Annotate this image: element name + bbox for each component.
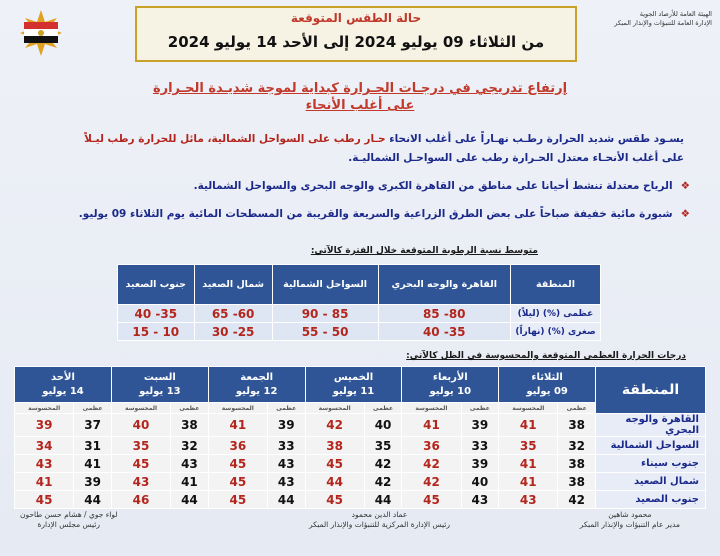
table-row (15, 473, 706, 491)
temps-header-region: المنطقة (596, 367, 706, 414)
felt-subheader: المحسوسة (499, 403, 558, 414)
felt-temp-cell: 39 (15, 414, 74, 437)
summary-part-1: يسـود طقس شديد الحرارة رطـب نهـاراً على أغلب الانحاء (385, 133, 684, 145)
humidity-col: القاهرة والوجه البحري (378, 265, 511, 305)
max-temp-cell: 32 (558, 437, 596, 455)
felt-temp-cell: 43 (15, 455, 74, 473)
signature-1: محمود شاهين مدير عام التنبؤات والإنذار المبكر (579, 510, 680, 529)
felt-subheader: المحسوسة (402, 403, 461, 414)
felt-temp-cell: 35 (111, 437, 170, 455)
felt-temp-cell: 41 (15, 473, 74, 491)
max-temp-cell: 43 (267, 473, 305, 491)
day-header: الجمعة 12 يوليو (208, 367, 305, 403)
headline-line-1: إرتفاع تدريجي في درجـات الحـرارة كبداية لموجة شديـدة الحـرارة (152, 81, 568, 96)
humidity-col: شمال الصعيد (194, 265, 272, 305)
felt-subheader: المحسوسة (111, 403, 170, 414)
headline (130, 80, 590, 114)
felt-temp-cell: 36 (402, 437, 461, 455)
summary-paragraph (34, 130, 684, 168)
temps-caption: درجات الحرارة العظمى المتوقعة والمحسوسة في الظل كالآتي: (406, 351, 686, 361)
day-header: الخميس 11 يوليو (305, 367, 402, 403)
felt-temp-cell: 43 (111, 473, 170, 491)
day-header: الثلاثاء 09 يوليو (499, 367, 596, 403)
max-temp-cell: 41 (171, 473, 209, 491)
felt-subheader: المحسوسة (15, 403, 74, 414)
felt-temp-cell: 41 (208, 414, 267, 437)
table-row (15, 414, 706, 437)
region-name: السواحل الشمالية (596, 437, 706, 455)
max-temp-cell: 33 (461, 437, 499, 455)
felt-temp-cell: 45 (15, 491, 74, 509)
felt-temp-cell: 35 (499, 437, 558, 455)
felt-temp-cell: 45 (208, 455, 267, 473)
humidity-col: السواحل الشمالية (272, 265, 378, 305)
table-row (15, 455, 706, 473)
max-temp-cell: 44 (364, 491, 402, 509)
max-subheader: عظمى (364, 403, 402, 414)
max-subheader: عظمى (74, 403, 112, 414)
signature-3: لواء جوي / هشام حسن طاحون رئيس مجلس الإدارة (20, 510, 118, 529)
max-subheader: عظمى (171, 403, 209, 414)
diamond-bullet-icon: ❖ (680, 208, 690, 220)
felt-temp-cell: 40 (111, 414, 170, 437)
humidity-caption: متوسط نسبة الرطوبة المتوقعة خلال الفترة كالآتي: (310, 246, 538, 256)
felt-temp-cell: 45 (402, 491, 461, 509)
emblem-logo (12, 8, 70, 58)
max-temp-cell: 38 (558, 473, 596, 491)
max-temp-cell: 44 (74, 491, 112, 509)
felt-temp-cell: 41 (499, 414, 558, 437)
headline-line-2: على أغلب الأنحاء (305, 98, 415, 113)
max-temp-cell: 40 (364, 414, 402, 437)
max-temp-cell: 32 (171, 437, 209, 455)
felt-temp-cell: 41 (499, 455, 558, 473)
max-temp-cell: 33 (267, 437, 305, 455)
felt-temp-cell: 42 (305, 414, 364, 437)
max-subheader: عظمى (267, 403, 305, 414)
humidity-table (117, 264, 601, 341)
max-temp-cell: 40 (461, 473, 499, 491)
bullet-fog: ❖شبورة مائية خفيفة صباحاً على بعض الطرق الزراعية والسريعة والقريبة من المسطحات المائية يوم الثلاثاء 09 يوليو. (78, 208, 690, 220)
max-temp-cell: 39 (74, 473, 112, 491)
max-temp-cell: 43 (171, 455, 209, 473)
max-subheader: عظمى (461, 403, 499, 414)
max-temp-cell: 42 (364, 455, 402, 473)
felt-temp-cell: 44 (305, 473, 364, 491)
max-temp-cell: 43 (461, 491, 499, 509)
felt-temp-cell: 45 (208, 473, 267, 491)
max-temp-cell: 31 (74, 437, 112, 455)
felt-temp-cell: 34 (15, 437, 74, 455)
region-name: جنوب سيناء (596, 455, 706, 473)
signature-2: عماد الدين محمود رئيس الإدارة المركزية للتنبؤات والإنذار المبكر (309, 510, 450, 529)
felt-subheader: المحسوسة (208, 403, 267, 414)
felt-temp-cell: 42 (402, 473, 461, 491)
max-temp-cell: 44 (267, 491, 305, 509)
max-subheader: عظمى (558, 403, 596, 414)
max-temp-cell: 42 (558, 491, 596, 509)
table-row (15, 437, 706, 455)
felt-temp-cell: 45 (305, 455, 364, 473)
felt-temp-cell: 38 (305, 437, 364, 455)
felt-temp-cell: 46 (111, 491, 170, 509)
felt-temp-cell: 36 (208, 437, 267, 455)
max-temp-cell: 38 (171, 414, 209, 437)
day-header: الأربعاء 10 يوليو (402, 367, 499, 403)
bulletin-title: حالة الطقس المتوقعة (290, 11, 422, 25)
table-row (15, 491, 706, 509)
max-temp-cell: 38 (558, 414, 596, 437)
org-line-2: الإدارة العامة للتنبؤات والإنذار المبكر (614, 19, 712, 27)
felt-temp-cell: 45 (305, 491, 364, 509)
date-range: من الثلاثاء 09 يوليو 2024 إلى الأحد 14 يوليو 2024 (167, 33, 545, 51)
max-temp-cell: 35 (364, 437, 402, 455)
max-temp-cell: 39 (461, 414, 499, 437)
felt-subheader: المحسوسة (305, 403, 364, 414)
title-box (135, 6, 577, 62)
table-row: صغرى (%) (نهاراً) 35- 40 50 - 55 25- 30 10 - 15 (118, 323, 601, 341)
table-row: عظمى (%) (ليلاً) 80- 85 85 - 90 60- 65 35- 40 (118, 305, 601, 323)
max-temp-cell: 39 (267, 414, 305, 437)
felt-temp-cell: 41 (402, 414, 461, 437)
bullet-wind: ❖الرياح معتدلة تنشط أحيانا على مناطق من القاهرة الكبرى والوجه البحرى والسواحل الشمالية. (193, 180, 690, 192)
diamond-bullet-icon: ❖ (680, 180, 690, 192)
felt-temp-cell: 42 (402, 455, 461, 473)
temperature-table (14, 366, 706, 509)
region-name: جنوب الصعيد (596, 491, 706, 509)
felt-temp-cell: 41 (499, 473, 558, 491)
humidity-col: جنوب الصعيد (118, 265, 195, 305)
felt-temp-cell: 45 (208, 491, 267, 509)
humidity-header-region: المنطقة (511, 265, 601, 305)
region-name: القاهرة والوجه البحري (596, 414, 706, 437)
day-header: السبت 13 يوليو (111, 367, 208, 403)
max-temp-cell: 38 (558, 455, 596, 473)
organization-header (582, 10, 712, 28)
felt-temp-cell: 43 (499, 491, 558, 509)
summary-part-3: على أغلب الأنحـاء معتدل الحـرارة رطب على السواحـل الشماليـة. (348, 152, 684, 164)
max-temp-cell: 37 (74, 414, 112, 437)
max-temp-cell: 44 (171, 491, 209, 509)
max-temp-cell: 43 (267, 455, 305, 473)
felt-temp-cell: 45 (111, 455, 170, 473)
summary-part-2: حـار رطب على السواحل الشمالية، مائل للحرارة رطب ليـلاً (84, 133, 386, 145)
org-line-1: الهيئة العامة للأرصاد الجوية (639, 10, 712, 18)
day-header: الأحد 14 يوليو (15, 367, 112, 403)
max-temp-cell: 41 (74, 455, 112, 473)
region-name: شمال الصعيد (596, 473, 706, 491)
max-temp-cell: 39 (461, 455, 499, 473)
max-temp-cell: 42 (364, 473, 402, 491)
